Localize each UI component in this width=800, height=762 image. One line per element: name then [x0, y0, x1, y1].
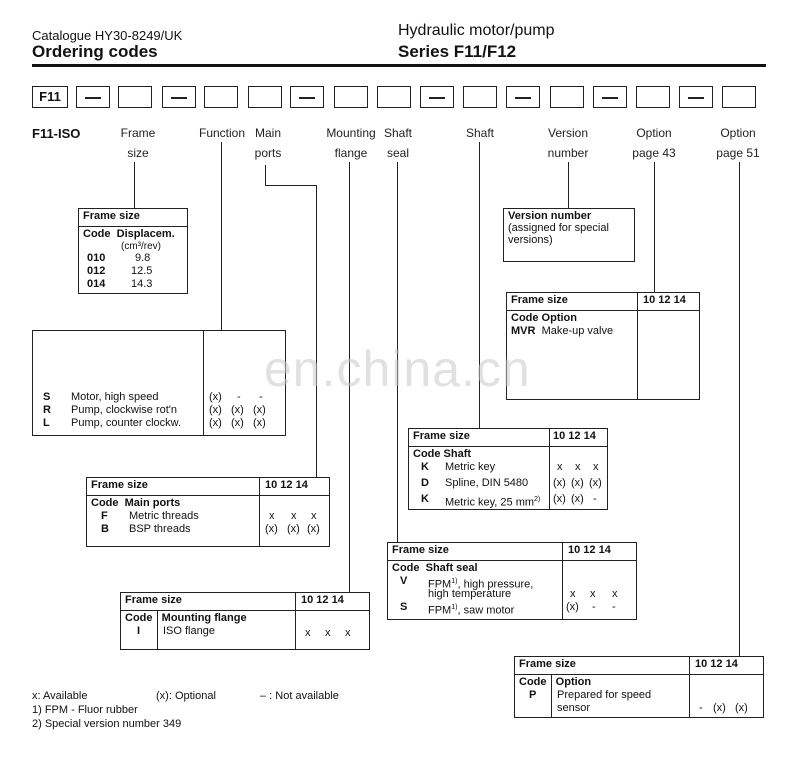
option-page-51-table — [514, 656, 764, 718]
connector-line — [654, 162, 655, 294]
frame-size-table — [78, 208, 188, 294]
label-frame-size: Frame size — [120, 126, 156, 160]
table-title: Frame size — [79, 209, 187, 227]
table-row: S FPM$^{1)}$, saw motor (x) - - — [400, 601, 616, 617]
table-row: K Metric key, 25 $mm^{2)}$ (x) (x) - — [421, 493, 597, 509]
mounting-flange-table — [120, 592, 370, 650]
version-number-table — [503, 208, 635, 262]
table-header: Code Main ports — [91, 497, 181, 509]
code-box-function — [204, 86, 238, 108]
table-row: 012 12.5 — [87, 265, 153, 277]
version-note: versions) — [508, 234, 553, 246]
table-header: Code Displacem. — [83, 228, 175, 240]
label-version-number: Version number — [547, 126, 589, 160]
code-box-shaft-seal — [377, 86, 411, 108]
header-rule — [32, 64, 766, 67]
label-function: Function — [198, 126, 246, 140]
table-row: B BSP threads (x) (x) (x) — [101, 523, 320, 535]
connector-line — [265, 185, 317, 186]
label-shaft: Shaft — [465, 126, 495, 140]
series-title: Series F11/F12 — [398, 42, 517, 61]
label-shaft-seal: Shaft seal — [383, 126, 413, 160]
code-box-f11: F11 — [32, 86, 68, 108]
unit-label: (cm³/rev) — [121, 241, 161, 252]
code-box-version — [550, 86, 584, 108]
table-header: Code Shaft — [413, 448, 472, 460]
table-title: Version number — [508, 210, 592, 222]
table-row: V FPM$^{1)}$, high pressure, — [400, 575, 534, 591]
code-dash — [679, 86, 713, 108]
page-title: Ordering codes — [32, 42, 158, 61]
table-header: Code Option — [511, 312, 577, 324]
iso-label: F11-ISO — [32, 126, 81, 141]
code-dash — [506, 86, 540, 108]
table-row: high temperature x x x — [428, 588, 618, 600]
connector-line — [134, 162, 135, 208]
code-dash — [162, 86, 196, 108]
code-dash — [76, 86, 110, 108]
connector-line — [265, 165, 266, 185]
table-row: MVR Make-up valve — [511, 325, 614, 337]
label-mounting-flange: Mounting flange — [326, 126, 376, 160]
table-row: R Pump, clockwise rot'n (x) (x) (x) — [43, 404, 266, 416]
version-note: (assigned for special — [508, 222, 609, 234]
product-name: Hydraulic motor/pump — [398, 22, 555, 39]
table-row: F Metric threads x x x — [101, 510, 317, 522]
watermark: en.china.cn — [264, 341, 531, 397]
table-row: S Motor, high speed (x) - - — [43, 391, 263, 403]
table-row: 014 14.3 — [87, 278, 153, 290]
label-main-ports: Main ports — [254, 126, 282, 160]
label-option-51: Option page 51 — [716, 126, 760, 160]
code-box-shaft — [463, 86, 497, 108]
table-row: L Pump, counter clockw. (x) (x) (x) — [43, 417, 266, 429]
table-row: K Metric key x x x — [421, 461, 599, 473]
code-box-main-ports — [248, 86, 282, 108]
table-title: Frame size 10 12 14 — [409, 429, 607, 447]
connector-line — [221, 142, 222, 330]
table-divider — [295, 593, 296, 649]
legend-availability: x: Available (x): Optional – : Not available — [32, 690, 339, 702]
legend-footnote-1: 1) FPM - Fluor rubber — [32, 704, 138, 716]
code-box-frame — [118, 86, 152, 108]
legend-footnote-2: 2) Special version number 349 — [32, 718, 182, 730]
table-title: Frame size 10 12 14 — [388, 543, 636, 561]
connector-line — [739, 162, 740, 656]
code-dash — [420, 86, 454, 108]
label-option-43: Option page 43 — [632, 126, 676, 160]
code-box-option1 — [636, 86, 670, 108]
code-dash — [290, 86, 324, 108]
table-header: Code Shaft seal — [392, 562, 478, 574]
code-dash — [593, 86, 627, 108]
catalogue-number: Catalogue HY30-8249/UK — [32, 28, 183, 43]
function-table — [32, 330, 286, 436]
shaft-seal-table — [387, 542, 637, 620]
table-header: Code Mounting flange — [125, 612, 247, 624]
main-ports-table — [86, 477, 330, 547]
table-row: I ISO flange x x x — [137, 625, 351, 639]
table-title: Frame size 10 12 14 — [515, 657, 763, 675]
connector-line — [316, 185, 317, 477]
function-rows — [33, 391, 285, 430]
table-row: 010 9.8 — [87, 252, 151, 264]
code-box-mounting — [334, 86, 368, 108]
table-divider — [637, 293, 638, 399]
table-title: Frame size 10 12 14 — [121, 593, 369, 611]
code-box-option2 — [722, 86, 756, 108]
table-row: D Spline, DIN 5480 (x) (x) (x) — [421, 477, 602, 489]
option-page-43-table — [506, 292, 700, 400]
table-row: P Prepared for speed — [529, 689, 652, 701]
table-row: sensor - (x) (x) — [557, 702, 748, 714]
table-title: Frame size 10 12 14 — [87, 478, 329, 496]
shaft-table — [408, 428, 608, 510]
table-title: Frame size 10 12 14 — [507, 293, 699, 311]
table-header: Code Option — [519, 676, 592, 688]
connector-line — [568, 162, 569, 208]
